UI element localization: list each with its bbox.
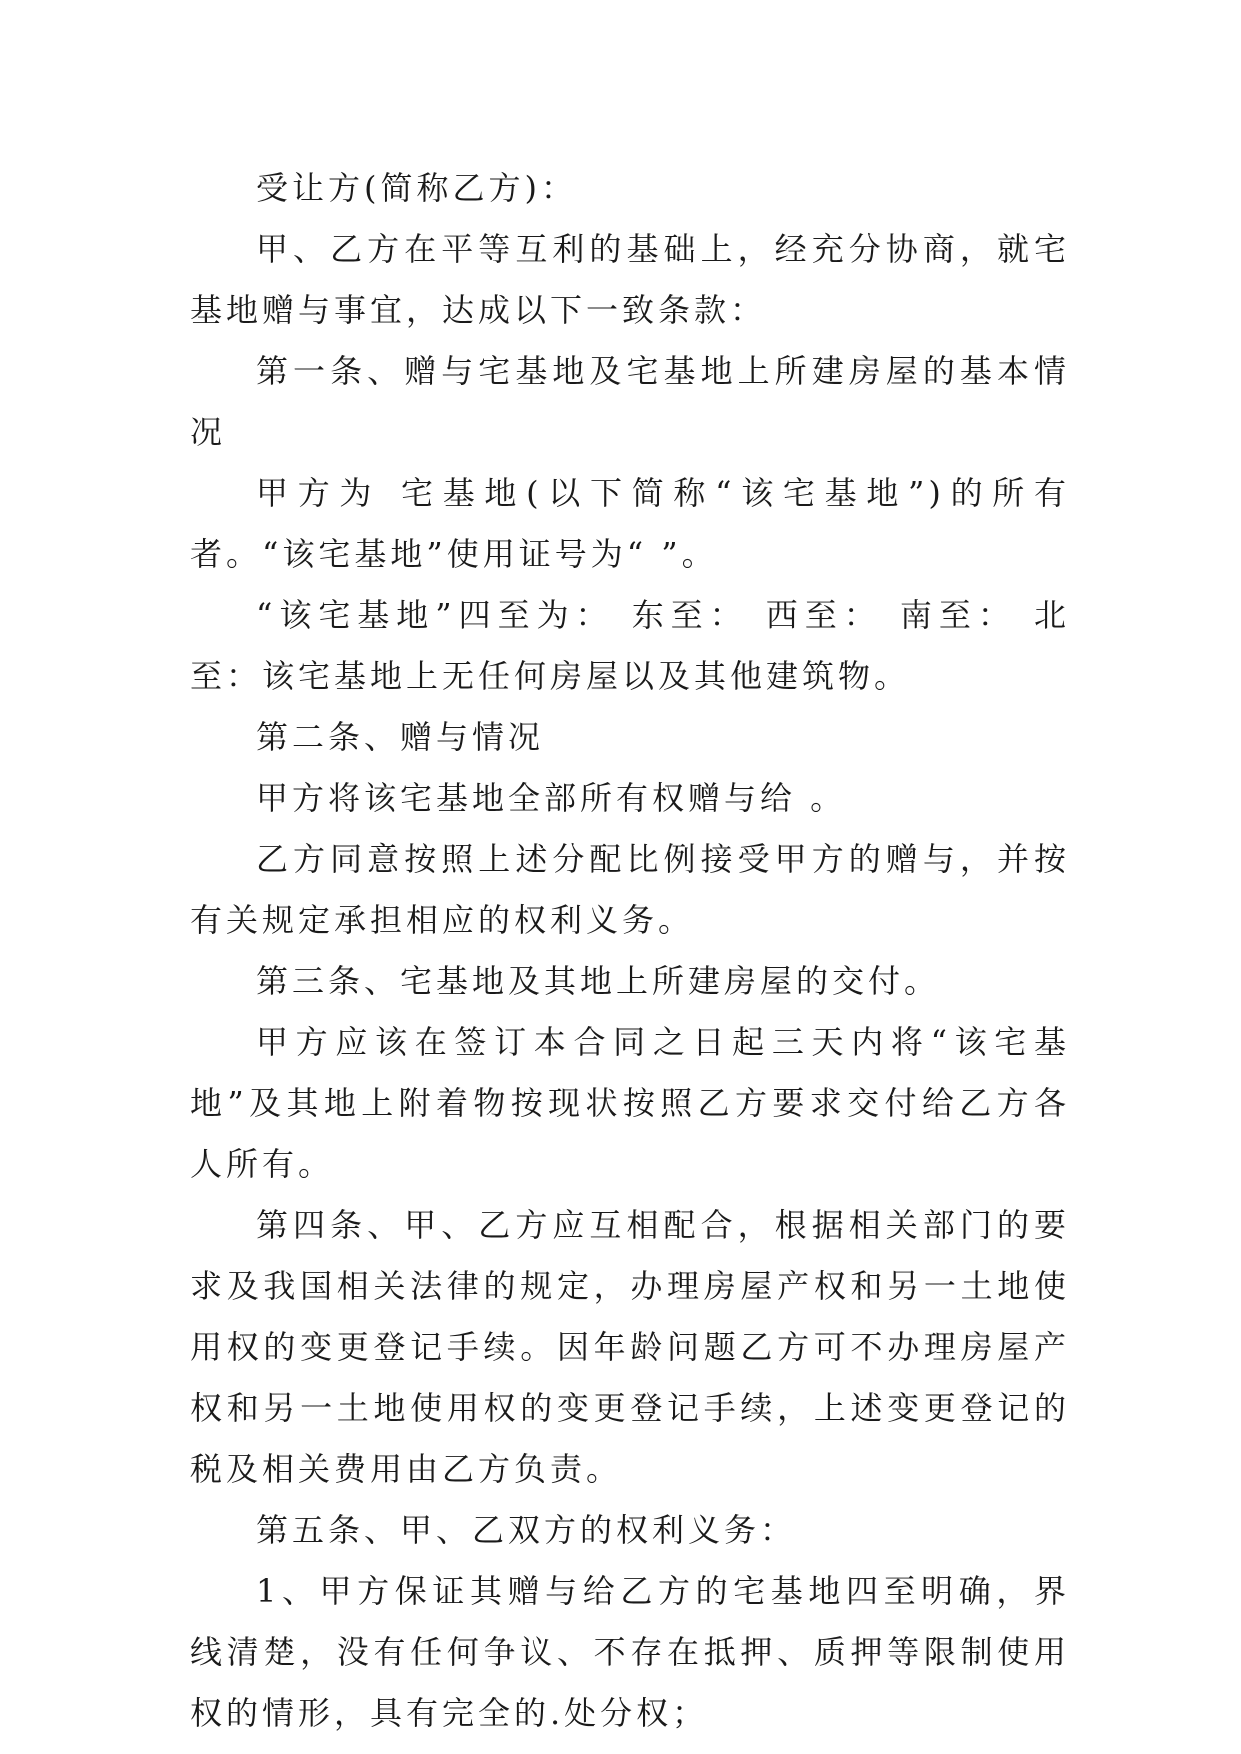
paragraph-gift: 甲方将该宅基地全部所有权赠与给 。 xyxy=(256,779,847,817)
clause-1: 1、甲方保证其赠与给乙方的宅基地四至明确，界线清楚，没有任何争议、不存在抵押、质押等限制使用权的情形，具有完全的.处分权； xyxy=(190,1572,1070,1732)
document-body xyxy=(190,158,1070,1744)
article-5-heading: 第五条、甲、乙双方的权利义务： xyxy=(256,1511,797,1549)
article-1-heading: 第一条、赠与宅基地及宅基地上所建房屋的基本情况 xyxy=(190,352,1070,451)
article-3-heading: 第三条、宅基地及其地上所建房屋的交付。 xyxy=(256,962,941,1000)
paragraph-delivery: 甲方应该在签订本合同之日起三天内将“该宅基地”及其地上附着物按现状按照乙方要求交付给乙方各人所有。 xyxy=(190,1023,1070,1183)
paragraph-owner: 甲方为 宅基地(以下简称“该宅基地”)的所有者。“该宅基地”使用证号为“ ”。 xyxy=(190,474,1070,573)
paragraph-preamble: 甲、乙方在平等互利的基础上，经充分协商，就宅基地赠与事宜，达成以下一致条款： xyxy=(190,230,1070,329)
paragraph-boundaries: “该宅基地”四至为： 东至： 西至： 南至： 北至：该宅基地上无任何房屋以及其他建筑物。 xyxy=(190,596,1070,695)
paragraph-acceptance: 乙方同意按照上述分配比例接受甲方的赠与，并按有关规定承担相应的权利义务。 xyxy=(190,840,1070,939)
article-2-heading: 第二条、赠与情况 xyxy=(256,718,545,756)
paragraph-recipient: 受让方(简称乙方)： xyxy=(256,169,577,207)
article-4-paragraph: 第四条、甲、乙方应互相配合，根据相关部门的要求及我国相关法律的规定，办理房屋产权和另一土地使用权的变更登记手续。因年龄问题乙方可不办理房屋产权和另一土地使用权的变更登记手续，上述变更登记的税及相关费用由乙方负责。 xyxy=(190,1206,1070,1488)
